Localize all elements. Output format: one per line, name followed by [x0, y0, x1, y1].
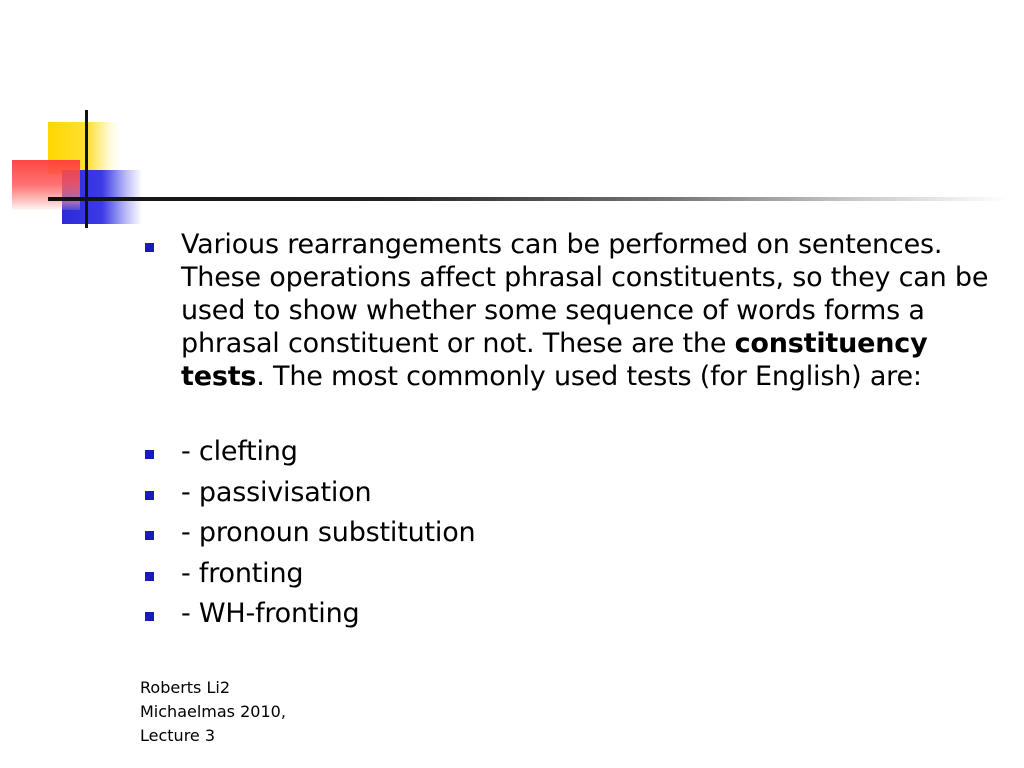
bullet-square-icon	[145, 491, 154, 500]
logo-vertical-line	[85, 110, 88, 228]
list-item-label: - passivisation	[181, 476, 372, 508]
list-item-label: - fronting	[181, 557, 304, 589]
intro-paragraph	[140, 228, 1000, 393]
list-item-passivisation	[140, 476, 1000, 509]
bullet-square-icon	[145, 612, 154, 621]
list-item-wh-fronting	[140, 597, 1000, 630]
list-item-label: - WH-fronting	[181, 598, 360, 629]
list-item-label: - pronoun substitution	[181, 517, 476, 548]
list-item-label: - clefting	[181, 436, 298, 467]
list-item-clefting	[140, 435, 1000, 468]
paragraph-text-before: Various rearrangements can be performed on sentences. These operations affect phrasal constituents, so they can be used to show whether some sequence of words forms a phrasal constituent or not. These are the	[181, 229, 989, 359]
logo-red-square	[12, 160, 80, 210]
slide-logo	[0, 0, 160, 240]
bullet-square-icon	[145, 450, 154, 459]
slide-body	[140, 228, 1000, 638]
list-item-pronoun-substitution	[140, 516, 1000, 549]
bullet-square-icon	[145, 243, 154, 252]
title-divider-line	[48, 197, 1008, 201]
paragraph-text-after: . The most commonly used tests (for English) are:	[256, 361, 922, 392]
bullet-square-icon	[145, 531, 154, 540]
footer-term: Michaelmas 2010,	[140, 702, 286, 721]
bullet-square-icon	[145, 572, 154, 581]
footer-author: Roberts Li2	[140, 678, 230, 697]
slide-footer	[140, 676, 286, 748]
list-item-fronting	[140, 557, 1000, 590]
footer-lecture: Lecture 3	[140, 726, 216, 745]
constituency-tests-term: constituency tests	[181, 328, 928, 392]
